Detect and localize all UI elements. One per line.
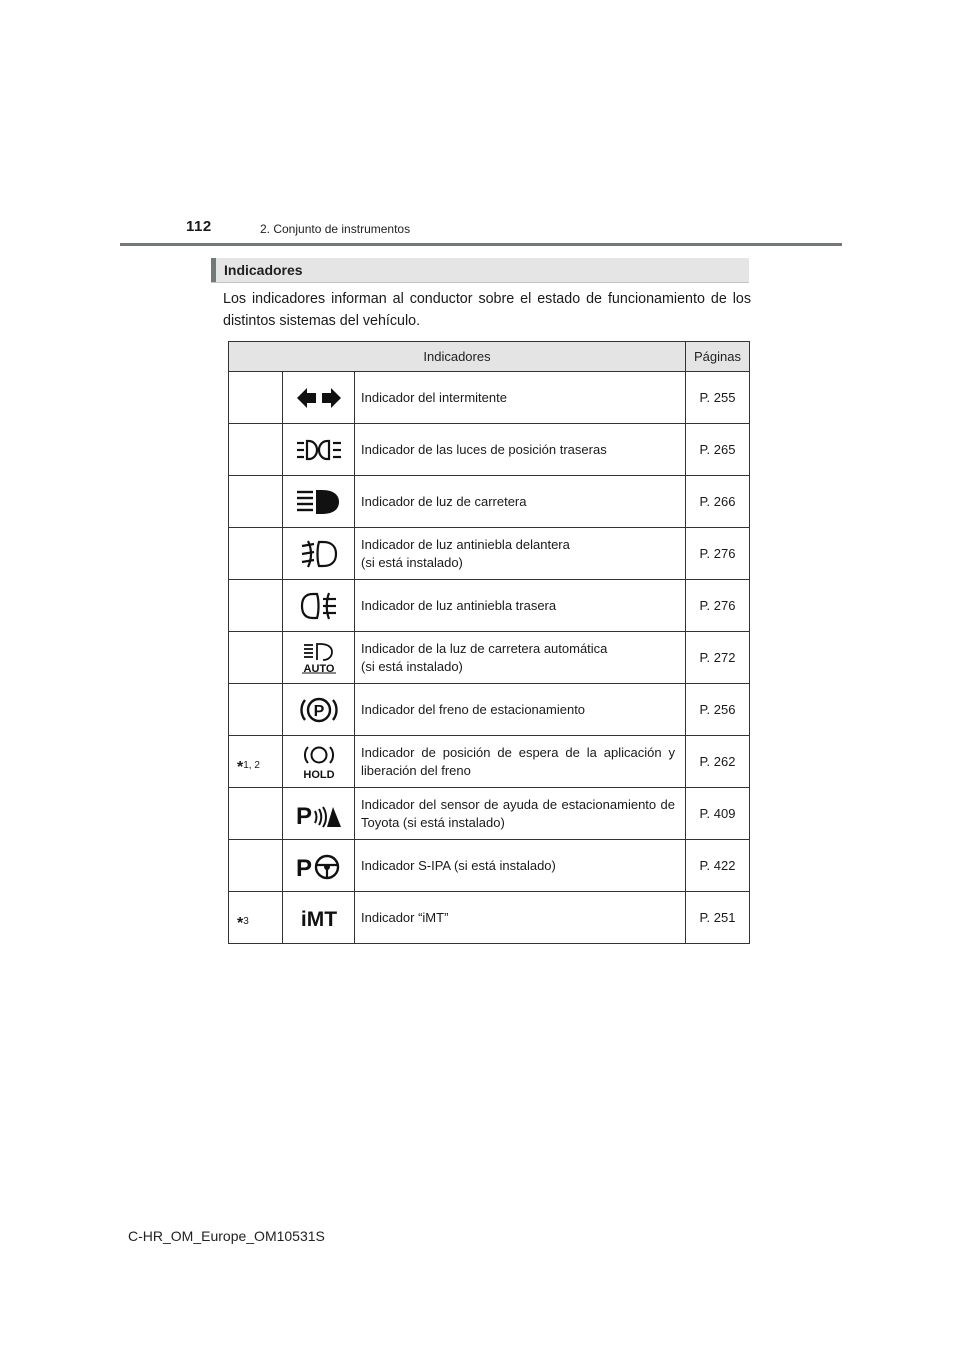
description-line: Indicador S-IPA (si está instalado) [361,857,556,873]
table-row [229,424,750,476]
description-line: Indicador de luz de carretera [361,493,527,509]
footnote-cell [229,632,283,684]
footnote-cell [229,840,283,892]
page-reference: P. 422 [686,840,750,892]
description-line: Indicador de luz antiniebla delantera [361,536,570,552]
table-row [229,372,750,424]
description-line: Indicador “iMT” [361,909,449,925]
footnote-ref: 3 [243,915,249,927]
indicator-description [355,892,686,944]
footnote-ref: 1, 2 [243,759,260,771]
footnote-cell [229,528,283,580]
table-row [229,892,750,944]
indicator-description [355,476,686,528]
footnote-cell [229,424,283,476]
description-line: (si está instalado) [361,554,463,570]
description-line: Indicador de las luces de posición traseras [361,441,607,457]
document-code: C-HR_OM_Europe_OM10531S [128,1228,325,1244]
description-line: Indicador del freno de estacionamiento [361,701,586,717]
page-number: 112 [186,218,212,235]
rear-fog-icon [283,580,355,632]
footnote-mark: * [237,758,244,776]
svg-text:AUTO: AUTO [303,662,334,674]
svg-text:HOLD: HOLD [302,768,335,781]
tail-light-icon [283,424,355,476]
indicator-description [355,580,686,632]
table-row [229,580,750,632]
imt-icon [283,892,355,944]
description-line: Indicador del intermitente [361,389,507,405]
description-line: (si está instalado) [361,658,463,674]
page-reference: P. 251 [686,892,750,944]
front-fog-icon [283,528,355,580]
indicator-description [355,840,686,892]
footnote-cell [229,788,283,840]
indicator-description [355,736,686,788]
footnote-cell [229,372,283,424]
table-row [229,632,750,684]
indicator-description [355,632,686,684]
table-row [229,788,750,840]
description-line: Indicador de posición de espera de la aplicación y liberación del freno [361,744,675,778]
description-line: Indicador de luz antiniebla trasera [361,597,557,613]
indicator-description [355,372,686,424]
footnote-cell [229,736,283,788]
header-rule [120,243,842,246]
page-reference: P. 266 [686,476,750,528]
brake-hold-icon [283,736,355,788]
indicator-description [355,424,686,476]
indicators-table [228,341,750,944]
high-beam-icon [283,476,355,528]
header-indicators: Indicadores [229,342,686,372]
chapter-title: 2. Conjunto de instrumentos [260,222,411,236]
page-reference: P. 272 [686,632,750,684]
header-pages: Páginas [686,342,750,372]
section-title: Indicadores [224,262,303,278]
page-reference: P. 256 [686,684,750,736]
svg-text:P: P [295,802,312,829]
table-row [229,840,750,892]
footnote-mark: * [237,914,244,932]
footnote-cell [229,892,283,944]
table-header-row [229,342,750,372]
intro-paragraph: Los indicadores informan al conductor sobre el estado de funcionamiento de los distintos sistemas del vehículo. [223,291,751,329]
table-row [229,476,750,528]
parking-sensor-icon [283,788,355,840]
page-reference: P. 262 [686,736,750,788]
s-ipa-icon [283,840,355,892]
footnote-cell [229,684,283,736]
page-reference: P. 276 [686,580,750,632]
section-accent [211,258,216,282]
table-row [229,528,750,580]
parking-brake-icon [283,684,355,736]
svg-text:iMT: iMT [300,907,337,931]
table-row [229,736,750,788]
section-heading [211,258,749,283]
indicator-description [355,788,686,840]
indicator-description [355,528,686,580]
auto-high-beam-icon [283,632,355,684]
svg-text:P: P [295,854,312,881]
description-line: Indicador del sensor de ayuda de estacionamiento de Toyota (si está instalado) [361,796,675,830]
page-reference: P. 276 [686,528,750,580]
turn-signal-icon [283,372,355,424]
indicator-description [355,684,686,736]
footnote-cell [229,580,283,632]
svg-text:P: P [313,702,324,720]
page-reference: P. 409 [686,788,750,840]
page-reference: P. 255 [686,372,750,424]
footnote-cell [229,476,283,528]
description-line: Indicador de la luz de carretera automática [361,640,608,656]
page-reference: P. 265 [686,424,750,476]
table-row [229,684,750,736]
